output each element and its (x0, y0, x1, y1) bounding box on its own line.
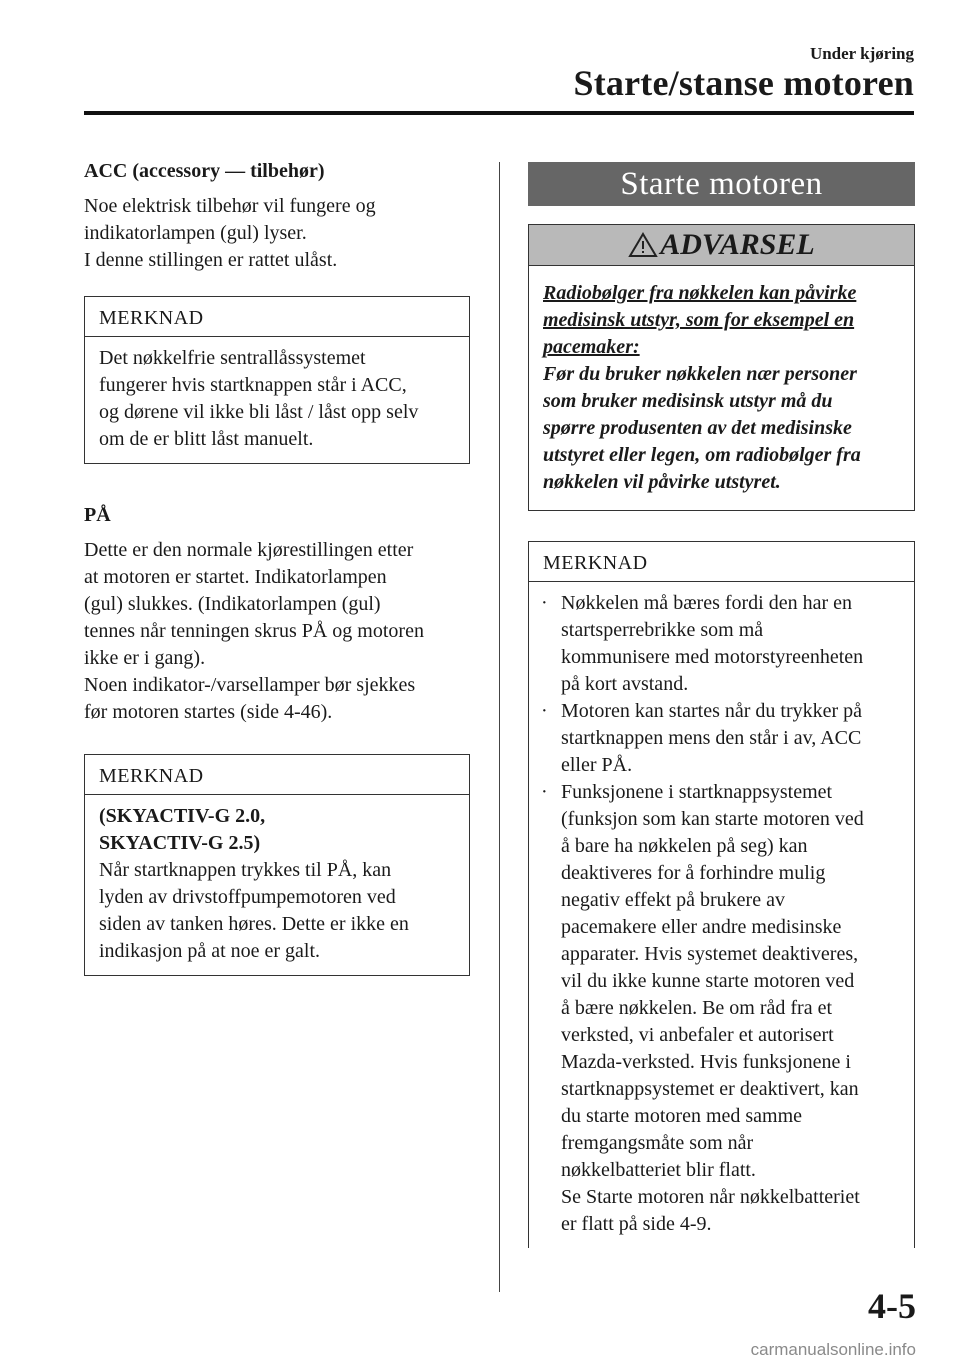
text-line: Mazda-verksted. Hvis funksjonene i (561, 1051, 851, 1073)
note-title: MERKNAD (529, 542, 914, 582)
bullet-icon: · (541, 781, 548, 803)
right-column (528, 162, 915, 1248)
text-line: vil du ikke kunne starte motoren ved (561, 970, 855, 992)
text-line: eller PÅ. (561, 754, 633, 776)
watermark: carmanualsonline.info (750, 1340, 916, 1359)
text-line: negativ effekt på brukere av (561, 889, 785, 911)
note-title: MERKNAD (85, 297, 469, 337)
text-line: startknappsystemet er deaktivert, kan (561, 1078, 859, 1100)
note-title: MERKNAD (85, 755, 469, 795)
text-line: ikke er i gang). (84, 647, 206, 669)
text-line: I denne stillingen er rattet ulåst. (84, 249, 338, 271)
warning-title: ADVARSEL (660, 228, 815, 261)
section-banner: Starte motoren (528, 162, 915, 206)
text-line: Når startknappen trykkes til PÅ, kan (99, 859, 392, 881)
text-line: du starte motoren med samme (561, 1105, 803, 1127)
text-line: tennes når tenningen skrus PÅ og motoren (84, 620, 424, 642)
text-line: siden av tanken høres. Dette er ikke en (99, 913, 409, 935)
text-line: som bruker medisinsk utstyr må du (543, 390, 833, 412)
text-line: fremgangsmåte som når (561, 1132, 754, 1154)
warning-box (528, 224, 915, 511)
note-body (85, 795, 469, 975)
header-rule (84, 111, 914, 115)
note-body (529, 582, 914, 1248)
engine-variant-line: (SKYACTIV-G 2.0, (99, 805, 266, 827)
text-line: (gul) slukkes. (Indikatorlampen (gul) (84, 593, 381, 615)
text-line: å bære nøkkelen. Be om råd fra et (561, 997, 833, 1019)
text-line: Se Starte motoren når nøkkelbatteriet (561, 1186, 860, 1208)
column-divider (499, 162, 500, 1292)
warning-body (529, 266, 914, 510)
text-line: om de er blitt låst manuelt. (99, 428, 314, 450)
text-line: og dørene vil ikke bli låst / låst opp selv (99, 401, 419, 423)
note-body (85, 337, 469, 463)
page-title: Starte/stanse motoren (573, 63, 914, 103)
text-line: at motoren er startet. Indikatorlampen (84, 566, 387, 588)
text-line: apparater. Hvis systemet deaktiveres, (561, 943, 859, 965)
bullet-icon: · (541, 700, 548, 722)
section-label: Under kjøring (809, 44, 914, 63)
bullet-text (561, 779, 900, 1238)
text-line: fungerer hvis startknappen står i ACC, (99, 374, 407, 396)
text-line: kommunisere med motorstyreenheten (561, 646, 864, 668)
text-line: startsperrebrikke som må (561, 619, 764, 641)
text-line: verksted, vi anbefaler et autorisert (561, 1024, 834, 1046)
text-line: indikasjon på at noe er galt. (99, 940, 321, 962)
left-column (84, 160, 470, 976)
page-number: 4-5 (868, 1286, 916, 1326)
note-box-start-motor (528, 541, 915, 1248)
list-item (539, 698, 900, 779)
warning-lead-line: pacemaker: (543, 336, 640, 358)
text-line: utstyret eller legen, om radiobølger fra (543, 444, 861, 466)
text-line: Funksjonene i startknappsystemet (561, 781, 833, 803)
bullet-icon: · (541, 592, 548, 614)
text-line: nøkkelbatteriet blir flatt. (561, 1159, 756, 1181)
text-line: (funksjon som kan starte motoren ved (561, 808, 864, 830)
text-line: deaktiveres for å forhindre mulig (561, 862, 826, 884)
engine-variant-line: SKYACTIV-G 2.5) (99, 832, 261, 854)
text-line: startknappen mens den står i av, ACC (561, 727, 862, 749)
text-line: på kort avstand. (561, 673, 689, 695)
list-item (539, 590, 900, 698)
text-line: pacemakere eller andre medisinske (561, 916, 842, 938)
pa-paragraph (84, 537, 470, 726)
text-line: før motoren startes (side 4-46). (84, 701, 333, 723)
text-line: indikatorlampen (gul) lyser. (84, 222, 307, 244)
warning-lead-line: Radiobølger fra nøkkelen kan påvirke (543, 282, 857, 304)
text-line: er flatt på side 4-9. (561, 1213, 712, 1235)
note-box-keyless (84, 296, 470, 464)
text-line: Noen indikator-/varsellamper bør sjekkes (84, 674, 416, 696)
warning-header (529, 225, 914, 266)
list-item (539, 779, 900, 1238)
text-line: Nøkkelen må bæres fordi den har en (561, 592, 853, 614)
note-box-fuel-pump (84, 754, 470, 976)
text-line: nøkkelen vil påvirke utstyret. (543, 471, 781, 493)
text-line: Før du bruker nøkkelen nær personer (543, 363, 857, 385)
text-line: Det nøkkelfrie sentrallåssystemet (99, 347, 366, 369)
text-line: Motoren kan startes når du trykker på (561, 700, 863, 722)
text-line: spørre produsenten av det medisinske (543, 417, 852, 439)
text-line: Noe elektrisk tilbehør vil fungere og (84, 195, 376, 217)
text-line: å bare ha nøkkelen på seg) kan (561, 835, 808, 857)
warning-lead-line: medisinsk utstyr, som for eksempel en (543, 309, 855, 331)
warning-triangle-icon (628, 232, 658, 258)
text-line: lyden av drivstoffpumpemotoren ved (99, 886, 396, 908)
bullet-text (561, 698, 900, 779)
bullet-text (561, 590, 900, 698)
acc-paragraph (84, 193, 470, 274)
acc-heading: ACC (accessory — tilbehør) (84, 160, 325, 182)
text-line: Dette er den normale kjørestillingen etter (84, 539, 414, 561)
pa-heading: PÅ (84, 504, 111, 526)
